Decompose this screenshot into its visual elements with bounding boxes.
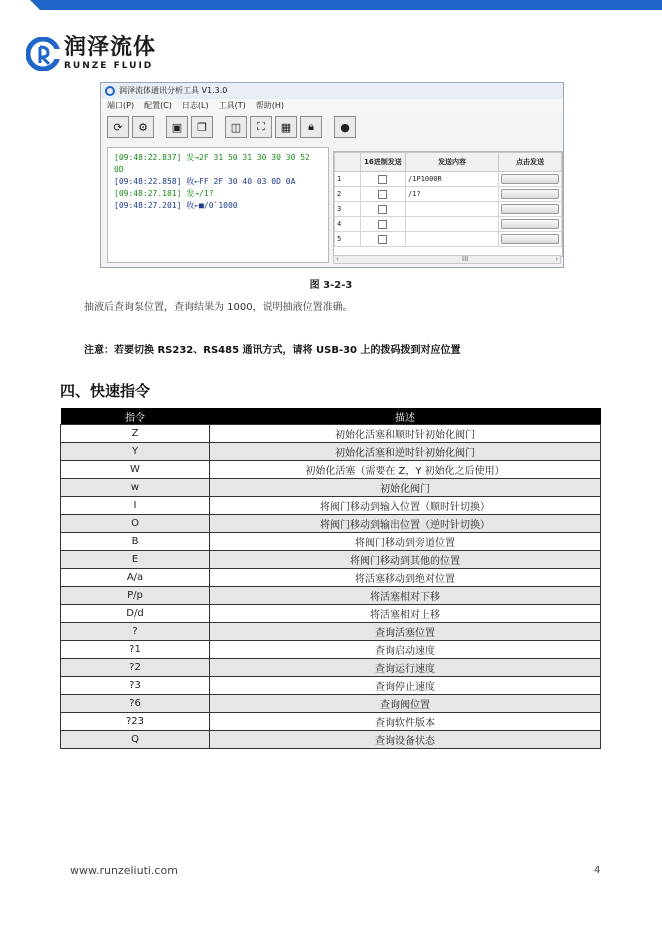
app-menubar [101, 99, 563, 112]
menu-log[interactable]: 日志(L) [181, 101, 209, 110]
send-content-field[interactable] [406, 217, 499, 232]
command-code: Z [61, 425, 210, 443]
send-content-field[interactable] [406, 202, 499, 217]
command-code: ?6 [61, 695, 210, 713]
logo-name-en: RUNZE FLUID [64, 61, 154, 71]
send-button[interactable] [501, 174, 559, 184]
menu-help[interactable]: 帮助(H) [255, 101, 285, 110]
command-code: ? [61, 623, 210, 641]
command-description: 查询活塞位置 [210, 623, 601, 641]
command-description: 查询运行速度 [210, 659, 601, 677]
command-row [61, 731, 601, 749]
command-description: 初始化活塞和顺时针初始化阀门 [210, 425, 601, 443]
scroll-thumb[interactable]: III [462, 255, 469, 263]
grid-row-number: 3 [335, 202, 361, 217]
send-grid [333, 151, 563, 257]
command-header: 指令 [61, 408, 210, 425]
app-toolbar [101, 112, 563, 142]
command-description: 查询停止速度 [210, 677, 601, 695]
command-row [61, 641, 601, 659]
send-button[interactable] [501, 189, 559, 199]
log-line: [09:48:27.181] 发→/1? [114, 189, 214, 198]
log-line: [09:48:27.201] 收←■/0`1000 [114, 201, 238, 210]
software-screenshot [100, 82, 564, 268]
command-row [61, 713, 601, 731]
log-line: 0D [114, 165, 124, 174]
grid-row-number: 1 [335, 172, 361, 187]
grid-row-number: 4 [335, 217, 361, 232]
calculator-icon[interactable]: ▦ [275, 116, 297, 138]
log-line: [09:48:22.858] 收←FF 2F 30 40 03 0D 0A [114, 177, 296, 186]
send-button[interactable] [501, 234, 559, 244]
note-text: 注意：若要切换 RS232、RS485 通讯方式，请将 USB-30 上的拨码拨到对应位置 [84, 345, 461, 356]
command-code: D/d [61, 605, 210, 623]
grid-row [335, 217, 562, 232]
command-code: w [61, 479, 210, 497]
menu-port[interactable]: 端口(P) [107, 101, 135, 110]
lock-icon[interactable]: 🔒︎ [300, 116, 322, 138]
command-description: 查询启动速度 [210, 641, 601, 659]
grid-row [335, 187, 562, 202]
command-row [61, 461, 601, 479]
command-description: 将阀门移动到旁道位置 [210, 533, 601, 551]
app-titlebar [101, 83, 563, 99]
command-row [61, 659, 601, 677]
grid-row [335, 172, 562, 187]
command-row [61, 605, 601, 623]
horizontal-scrollbar[interactable] [333, 255, 561, 264]
log-panel [107, 147, 329, 263]
command-row [61, 677, 601, 695]
header-bar [0, 0, 662, 10]
grid-header-hex: 16进制发送 [360, 153, 405, 172]
hex-checkbox[interactable] [378, 190, 387, 199]
command-description: 查询软件版本 [210, 713, 601, 731]
command-description: 查询阀位置 [210, 695, 601, 713]
command-description: 将活塞相对下移 [210, 587, 601, 605]
logo-name-cn: 润泽流体 [64, 35, 157, 60]
command-row [61, 533, 601, 551]
company-logo [26, 37, 156, 71]
send-button[interactable] [501, 219, 559, 229]
send-content-field[interactable]: /1P1000R [406, 172, 499, 187]
command-row [61, 587, 601, 605]
globe-icon[interactable]: ● [334, 116, 356, 138]
settings-gear-icon[interactable]: ⚙ [132, 116, 154, 138]
hex-checkbox[interactable] [378, 220, 387, 229]
command-code: E [61, 551, 210, 569]
command-row [61, 569, 601, 587]
hex-checkbox[interactable] [378, 175, 387, 184]
scene-icon[interactable]: ⛶ [250, 116, 272, 138]
send-button[interactable] [501, 204, 559, 214]
device-icon[interactable]: ◫ [225, 116, 247, 138]
send-content-field[interactable] [406, 232, 499, 247]
grid-row [335, 232, 562, 247]
save-icon[interactable]: ▣ [166, 116, 188, 138]
command-code: ?2 [61, 659, 210, 677]
menu-tools[interactable]: 工具(T) [218, 101, 246, 110]
command-code: Q [61, 731, 210, 749]
grid-header-send: 点击发送 [499, 153, 562, 172]
grid-row-number: 2 [335, 187, 361, 202]
command-description: 将阀门移动到输入位置（顺时针切换） [210, 497, 601, 515]
command-description: 查询设备状态 [210, 731, 601, 749]
command-code: ?3 [61, 677, 210, 695]
app-title: 润泽流体通讯分析工具 V1.3.0 [119, 86, 228, 95]
command-row [61, 551, 601, 569]
command-row [61, 497, 601, 515]
command-code: W [61, 461, 210, 479]
command-row [61, 515, 601, 533]
command-description: 初始化阀门 [210, 479, 601, 497]
command-table [60, 408, 601, 749]
section-title: 四、快速指令 [60, 382, 151, 400]
result-paragraph: 抽液后查询泵位置，查询结果为 1000，说明抽液位置准确。 [84, 302, 353, 313]
scroll-right-arrow[interactable]: › [555, 255, 558, 263]
command-description: 初始化活塞和逆时针初始化阀门 [210, 443, 601, 461]
copy-icon[interactable]: ❐ [191, 116, 213, 138]
app-logo-icon [105, 86, 115, 96]
grid-row [335, 202, 562, 217]
grid-row-number: 5 [335, 232, 361, 247]
command-row [61, 695, 601, 713]
command-code: P/p [61, 587, 210, 605]
description-header: 描述 [210, 408, 601, 425]
footer-website[interactable]: www.runzeliuti.com [70, 864, 178, 877]
command-row [61, 623, 601, 641]
command-code: ?23 [61, 713, 210, 731]
hex-checkbox[interactable] [378, 205, 387, 214]
command-description: 将活塞相对上移 [210, 605, 601, 623]
command-description: 将阀门移动到其他的位置 [210, 551, 601, 569]
figure-caption: 图 3-2-3 [309, 280, 353, 291]
scroll-left-arrow[interactable]: ‹ [336, 255, 339, 263]
grid-header-index [335, 153, 361, 172]
command-row [61, 479, 601, 497]
menu-config[interactable]: 配置(C) [144, 101, 172, 110]
runze-logo-icon [26, 37, 60, 71]
command-code: B [61, 533, 210, 551]
command-description: 将活塞移动到绝对位置 [210, 569, 601, 587]
log-line: [09:48:22.837] 发→2F 31 50 31 30 30 30 52 [114, 153, 310, 162]
command-code: I [61, 497, 210, 515]
command-code: Y [61, 443, 210, 461]
command-code: ?1 [61, 641, 210, 659]
grid-header-content: 发送内容 [406, 153, 499, 172]
command-description: 初始化活塞（需要在 Z，Y 初始化之后使用） [210, 461, 601, 479]
hex-checkbox[interactable] [378, 235, 387, 244]
page-number: 4 [594, 865, 601, 876]
command-row [61, 443, 601, 461]
connect-icon[interactable]: ⟳ [107, 116, 129, 138]
command-code: O [61, 515, 210, 533]
command-row [61, 425, 601, 443]
command-code: A/a [61, 569, 210, 587]
send-content-field[interactable]: /1? [406, 187, 499, 202]
command-description: 将阀门移动到输出位置（逆时针切换） [210, 515, 601, 533]
